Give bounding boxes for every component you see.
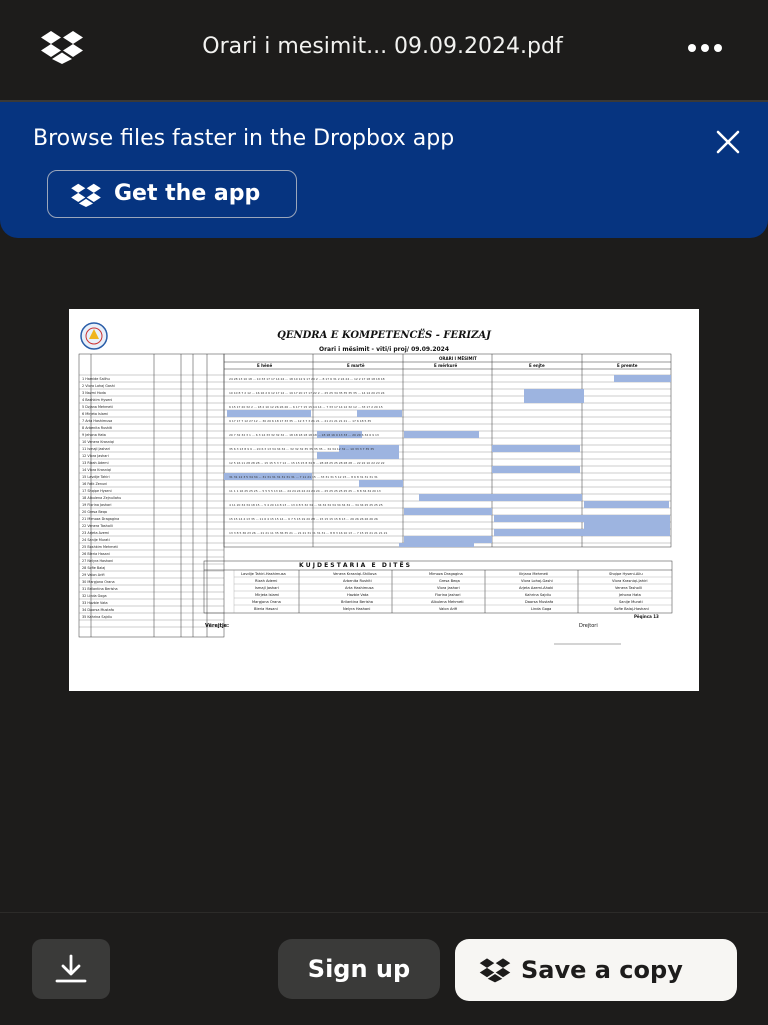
svg-text:E hënë: E hënë [257, 363, 273, 368]
svg-text:Nelyra Hashani: Nelyra Hashani [343, 607, 371, 611]
download-icon [53, 953, 89, 985]
svg-text:24 Sanije Murati: 24 Sanije Murati [82, 538, 110, 542]
svg-text:E mërkurë: E mërkurë [434, 363, 458, 368]
svg-text:E martë: E martë [347, 363, 365, 368]
app-promo-banner [0, 102, 768, 238]
svg-text:Daorsa Mustafa: Daorsa Mustafa [525, 600, 554, 604]
download-button[interactable] [32, 939, 110, 999]
svg-text:9 17 17 7 12 27 12 ...: 9 17 17 7 12 27 12 ... 30 20 6 18 17 33 35 ... 12 3 7 3 21 21 ... 21 21 21 21 21 ... 17 6 18 5 35 [229, 419, 372, 423]
svg-text:11 Ismajl Jashari: 11 Ismajl Jashari [82, 447, 110, 451]
svg-text:Vlora Jashari: Vlora Jashari [437, 586, 460, 590]
svg-text:16 Fatk Zenuni: 16 Fatk Zenuni [82, 482, 108, 486]
svg-text:Vlora Krasniqi-Jahiri: Vlora Krasniqi-Jahiri [612, 579, 648, 583]
svg-text:Florina Jashari: Florina Jashari [435, 593, 461, 597]
svg-text:Linda Goga: Linda Goga [531, 607, 552, 611]
svg-text:14 Vlora Krasniqi: 14 Vlora Krasniqi [82, 468, 111, 472]
svg-text:Sanije Murati: Sanije Murati [619, 600, 643, 604]
svg-text:Kahrina Sajdiu: Kahrina Sajdiu [525, 593, 551, 597]
svg-text:2 Vlora Lohaj Gashi: 2 Vlora Lohaj Gashi [82, 384, 115, 388]
svg-text:Hazbie Vata: Hazbie Vata [347, 593, 369, 597]
svg-text:Margjona Orana: Margjona Orana [252, 600, 281, 604]
svg-text:E enjte: E enjte [529, 363, 545, 368]
svg-text:Valon Arifi: Valon Arifi [439, 607, 458, 611]
save-a-copy-button[interactable] [455, 939, 737, 1001]
svg-text:4 11 20 34 34 18 15 ...: 4 11 20 34 34 18 15 ... 5 4 20 14 8 13 ... 13 4 8 5 32 34 ... 34 34 34 34 34 34 34 ... 34 34 25 25 25 25 [229, 503, 383, 507]
dropbox-logo-icon [479, 957, 511, 983]
svg-text:30 Margjona Orana: 30 Margjona Orana [82, 580, 115, 584]
svg-text:Arta Hashimusa: Arta Hashimusa [345, 586, 374, 590]
svg-text:5 Dzjana Mehmeti: 5 Dzjana Mehmeti [82, 405, 113, 409]
bottom-action-bar [0, 912, 768, 1025]
svg-text:31 31 12 3 5 34 34 ...: 31 31 12 3 5 34 34 ... 31 31 31 31 31 31 31 ... 7 11 21 15 ... 33 31 31 5 12 15 ... 8 6 8 31 31 31 31 [229, 475, 378, 479]
svg-text:Arbenita Rushiti: Arbenita Rushiti [343, 579, 372, 583]
svg-text:Shqipe Hyseni-Aliu: Shqipe Hyseni-Aliu [609, 572, 643, 576]
sign-up-button[interactable]: Sign up [278, 939, 440, 999]
svg-text:35 6 3 13 8 9 9 ... 20: 35 6 3 13 8 9 9 ... 20 6 3 13 34 34 34 ... 32 32 32 35 35 35 35 ... 34 34 12 32 ... 10 33 3 7 35 35 [229, 447, 375, 451]
file-title: Orari i mesimit... 09.09.2024.pdf [202, 34, 563, 59]
svg-text:Vlora Lohaj-Gashi: Vlora Lohaj-Gashi [521, 579, 553, 583]
get-the-app-button[interactable] [47, 170, 297, 218]
svg-text:Ismajl Jashari: Ismajl Jashari [255, 586, 279, 590]
svg-text:Arjeta Azemi-Ahaki: Arjeta Azemi-Ahaki [519, 586, 554, 590]
duty-heading: K U J D E S T A R I A E D I T Ë S [299, 562, 410, 569]
svg-text:Mirjeta Islami: Mirjeta Islami [255, 593, 280, 597]
svg-text:Lavdije Tahiri-Hashimusa: Lavdije Tahiri-Hashimusa [241, 572, 286, 576]
svg-text:35 Kahrina Sajdiu: 35 Kahrina Sajdiu [82, 615, 112, 619]
svg-text:12 5 16 11 28 28 28 ...: 12 5 16 11 28 28 28 ... 15 15 5 3 7 12 ... 15 15 15 8 34 8 ... 28 28 25 25 28 28 28 ... 22 22 10 22 22 22 [229, 461, 385, 465]
svg-text:23 Arjeta Azemi: 23 Arjeta Azemi [82, 531, 110, 535]
svg-text:Bleria Hasani: Bleria Hasani [254, 607, 278, 611]
svg-text:9 Jehona Hata: 9 Jehona Hata [82, 433, 106, 437]
svg-text:Jehona Hata: Jehona Hata [619, 593, 641, 597]
svg-text:Rizah Ademi: Rizah Ademi [255, 579, 278, 583]
svg-text:22 Venera Tasholli: 22 Venera Tasholli [82, 524, 113, 528]
svg-text:Sofie Balaj-Hashani: Sofie Balaj-Hashani [614, 607, 649, 611]
svg-text:Albulena Mehmeti: Albulena Mehmeti [431, 600, 464, 604]
svg-text:26 Bleria Hasani: 26 Bleria Hasani [82, 552, 110, 556]
svg-text:4 Bashkim Hyseni: 4 Bashkim Hyseni [82, 398, 113, 402]
svg-text:Venera Tasholli: Venera Tasholli [615, 586, 642, 590]
svg-text:31 Brilantina Berisha: 31 Brilantina Berisha [82, 587, 118, 591]
svg-text:E premte: E premte [617, 363, 638, 368]
svg-text:7 Arta Hashimusa: 7 Arta Hashimusa [82, 419, 113, 423]
banner-text: Browse files faster in the Dropbox app [33, 126, 455, 151]
svg-text:10 Venera Krasniqi: 10 Venera Krasniqi [82, 440, 114, 444]
top-bar [0, 0, 768, 103]
pdf-page-preview[interactable] [69, 309, 699, 691]
svg-text:24 28 13 10 18 ... 10 3: 24 28 13 10 18 ... 10 33 17 17 14 24 ... 18 10 12 9 17 20 2 ... 8 17 6 31 2 24 24 ... 12 2 17 18 18 18 18 [229, 377, 385, 381]
svg-text:17 Shqipe Hyseni: 17 Shqipe Hyseni [82, 489, 112, 493]
svg-text:34 Daorsa Mustafa: 34 Daorsa Mustafa [82, 608, 114, 612]
svg-text:21 Mimoza Dragagina: 21 Mimoza Dragagina [82, 517, 120, 521]
svg-text:27 Nelyra Hashani: 27 Nelyra Hashani [82, 559, 114, 563]
svg-text:13 Rizah Ademi: 13 Rizah Ademi [82, 461, 109, 465]
svg-text:10 10 8 7 2 12 ... 16: 10 10 8 7 2 12 ... 16 16 2 6 12 17 12 ... 19 17 20 17 17 22 2 ... 25 25 34 35 35 35 35 ... 14 14 20 23 24 [229, 391, 385, 395]
svg-text:19 Florina Jashari: 19 Florina Jashari [82, 503, 112, 507]
svg-text:20 Gresa Beqa: 20 Gresa Beqa [82, 510, 107, 514]
svg-text:Gresa Beqa: Gresa Beqa [439, 579, 460, 583]
svg-text:32 Linda Goga: 32 Linda Goga [82, 594, 107, 598]
svg-text:Venera Krasniqi-Shillova: Venera Krasniqi-Shillova [333, 572, 377, 576]
svg-text:Brilantina Berisha: Brilantina Berisha [341, 600, 373, 604]
page-number-label: Pëqinca 13 [634, 614, 659, 619]
svg-text:8 Arbenita Rushiti: 8 Arbenita Rushiti [82, 426, 113, 430]
document-title: QENDRA E KOMPETENCËS - FERIZAJ [277, 330, 491, 341]
svg-text:3 Nazmi Hoda: 3 Nazmi Hoda [82, 391, 106, 395]
close-icon[interactable] [710, 124, 746, 160]
svg-text:12 Vlora Jashari: 12 Vlora Jashari [82, 454, 109, 458]
svg-text:15 Lavdije Tahiri: 15 Lavdije Tahiri [82, 475, 110, 479]
schedule-table [69, 309, 699, 691]
svg-text:15 15 14 4 13 35 ... 11: 15 15 14 4 13 35 ... 11 6 4 15 15 14 ... 6 7 5 15 19 20 28 ... 15 15 15 15 8 13 ... 26 26 26 26 26 26 [229, 517, 378, 521]
svg-text:Mimoza Dragagina: Mimoza Dragagina [429, 572, 463, 576]
svg-text:28 Sofie Balaj: 28 Sofie Balaj [82, 566, 106, 570]
document-subtitle: Orari i mësimit - viti/i proj/ 09.09.2024 [318, 346, 450, 353]
svg-text:6 15 17 20 32 2 ... 18: 6 15 17 20 32 2 ... 18 2 10 12 26 26 26 ... 6 17 7 15 15 14 14 ... 7 33 17 14 12 32 12 ... 33 17 2 20 15 [229, 405, 383, 409]
svg-text:20 7 32 32 3 1 ... 6 3: 20 7 32 32 3 1 ... 6 3 14 33 32 32 32 ... 18 18 18 18 18 18 ... 18 18 16 9 13 33 ... 20 20 6 34 6 9 13 [229, 433, 379, 437]
svg-text:Ilirjana Mehmeti: Ilirjana Mehmeti [519, 572, 549, 576]
save-a-copy-label: Save a copy [521, 956, 683, 984]
svg-text:ORARI I MËSIMIT: ORARI I MËSIMIT [439, 356, 477, 361]
svg-text:33 Hazbie Vata: 33 Hazbie Vata [82, 601, 108, 605]
dropbox-logo-icon [70, 183, 102, 207]
svg-text:18 Albulena Zejnullahu: 18 Albulena Zejnullahu [82, 496, 122, 500]
svg-text:29 Valon Arifi: 29 Valon Arifi [82, 573, 105, 577]
more-dots-icon[interactable] [684, 36, 728, 60]
notes-label: Vërejtje: [205, 623, 230, 629]
svg-text:11 1 1 16 25 25 25 ...: 11 1 1 16 25 25 25 ... 5 5 5 5 13 16 ... 24 24 24 24 24 24 24 ... 25 25 25 25 25 25 ... 8 8 34 34 20 13 [229, 489, 381, 493]
svg-text:6 Mirjeta Islami: 6 Mirjeta Islami [82, 412, 109, 416]
dropbox-logo-icon[interactable] [40, 30, 84, 64]
get-the-app-label: Get the app [114, 181, 261, 206]
svg-text:25 Bashkim Mehmeti: 25 Bashkim Mehmeti [82, 545, 118, 549]
director-label: Drejtori [579, 623, 598, 629]
svg-text:13 3 8 5 36 23 26 ...: 13 3 8 5 36 23 26 ... 21 21 11 35 36 35 21 ... 21 21 31 31 31 31 ... 8 8 3 16 10 13 ... 7 15 15 21 21 21 21 [229, 531, 388, 535]
svg-text:1 Hamide Salihu: 1 Hamide Salihu [82, 377, 110, 381]
